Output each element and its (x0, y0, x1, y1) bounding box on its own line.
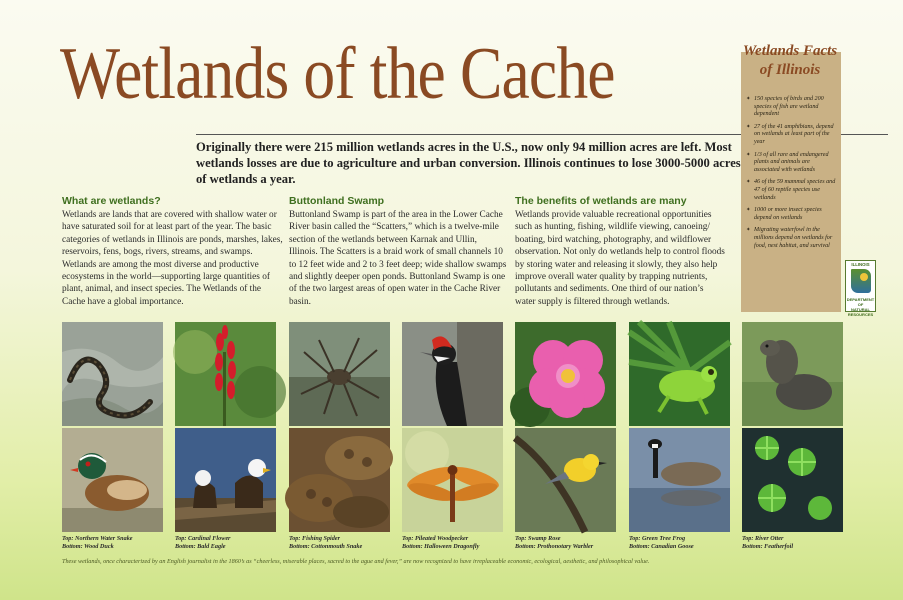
logo-text: DEPARTMENT OF NATURAL RESOURCES (846, 297, 875, 317)
intro-text: Originally there were 215 million wetlands acres in the U.S., now only 94 million acres are left. Most wetlands losses are due to agriculture and urban conversion. Illinois continues to lose 3000-5000 acres of wetlands a year. (196, 140, 741, 186)
photo-caption: Top: River Otter Bottom: Featherfoil (742, 535, 794, 550)
photo-cardinal-flower (175, 322, 276, 426)
column-heading: What are wetlands? (62, 195, 161, 207)
page-title: Wetlands of the Cache (60, 33, 615, 115)
column-heading: Buttonland Swamp (289, 195, 385, 207)
column-buttonland-swamp (289, 195, 507, 308)
column-text: Wetlands provide valuable recreational opportunities such as hunting, fishing, wildlife viewing, canoeing/ boating, bird watching, photography, and wildflower observation. Not only do wetlands help to control floods by storing water and releasing it slowly, they also help improve overall water quality by trapping nutrients, pollutants and sediments. One third of our nation’s water supply is filtered through wetlands. (515, 210, 725, 307)
fact-item: ✦ Migrating waterfowl in the millions depend on wetlands for food, nest habitat, and survival (746, 227, 836, 250)
sun-icon (860, 273, 868, 281)
footer-quote: These wetlands, once characterized by an English journalist in the 1860’s as “cheerless, miserable places, sacred to the ague and fever,” are now recognized to have irreplaceable economic, ecological, aesthetic, and philosophical value. (62, 558, 650, 565)
column-text: Buttonland Swamp is part of the area in the Lower Cache River basin called the “Scatters,” which is a twelve-mile section of the wetlands between Karnak and Ullin, Illinois. The Scatters is a braid work of small channels 10 to 12 feet wide and 2 to 3 feet deep; wide shallow swamps and slightly deeper open ponds. Buttonland Swamp is one of the two largest areas of open water in the Cache River basin. (289, 210, 507, 307)
photo-pileated-woodpecker (402, 322, 503, 426)
facts-panel (741, 52, 841, 312)
photo-caption: Top: Fishing Spider Bottom: Cottonmouth Snake (289, 535, 363, 550)
photo-canadian-goose (629, 428, 730, 532)
column-heading: The benefits of wetlands are many (515, 195, 687, 207)
photo-swamp-rose (515, 322, 616, 426)
fact-item: ✦ 46 of the 59 mammal species and 47 of 60 reptile species use wetlands (746, 179, 836, 202)
column-what-are-wetlands (62, 195, 284, 308)
fact-item: ✦ 150 species of birds and 200 species of fish are wetland dependent (746, 96, 836, 119)
photo-prothonotary-warbler (515, 428, 616, 532)
fact-item: ✦ 1/3 of all rare and endangered plants and animals are associated with wetlands (746, 152, 836, 175)
facts-title (726, 42, 854, 80)
photo-caption: Top: Swamp Rose Bottom: Prothonotary Warbler (515, 535, 594, 550)
photo-featherfoil (742, 428, 843, 532)
photo-green-tree-frog (629, 322, 730, 426)
photo-caption: Top: Green Tree Frog Bottom: Canadian Goose (629, 535, 694, 550)
fact-item: ✦ 27 of the 41 amphibians, depend on wetlands at least part of the year (746, 124, 836, 147)
photo-fishing-spider (289, 322, 390, 426)
photo-caption: Top: Northern Water Snake Bottom: Wood Duck (62, 535, 133, 550)
photo-caption: Top: Pileated Woodpecker Bottom: Halloween Dragonfly (402, 535, 480, 550)
facts-title-line: of Illinois (759, 62, 821, 78)
facts-title-line: Wetlands Facts (742, 43, 838, 59)
column-benefits (515, 195, 725, 308)
photo-halloween-dragonfly (402, 428, 503, 532)
photo-bald-eagle (175, 428, 276, 532)
idnr-logo (845, 260, 876, 317)
photo-caption: Top: Cardinal Flower Bottom: Bald Eagle (175, 535, 231, 550)
column-text: Wetlands are lands that are covered with shallow water or have saturated soil for at least part of the year. The basic categories of wetlands in Illinois are ponds, marshes, lakes, reservoirs, fens, bogs, rivers, streams, and swamps. Wetlands are among the most diverse and productive ecosystems in the world—supporting large quantities of plant, animal, and insect species. The Wetlands of the Cache have a global importance. (62, 210, 283, 307)
logo-text: ILLINOIS (851, 262, 870, 267)
photo-river-otter (742, 322, 843, 426)
fact-item: ✦ 1000 or more insect species depend on wetlands (746, 207, 836, 222)
photo-wood-duck (62, 428, 163, 532)
photo-cottonmouth-snake (289, 428, 390, 532)
photo-northern-water-snake (62, 322, 163, 426)
